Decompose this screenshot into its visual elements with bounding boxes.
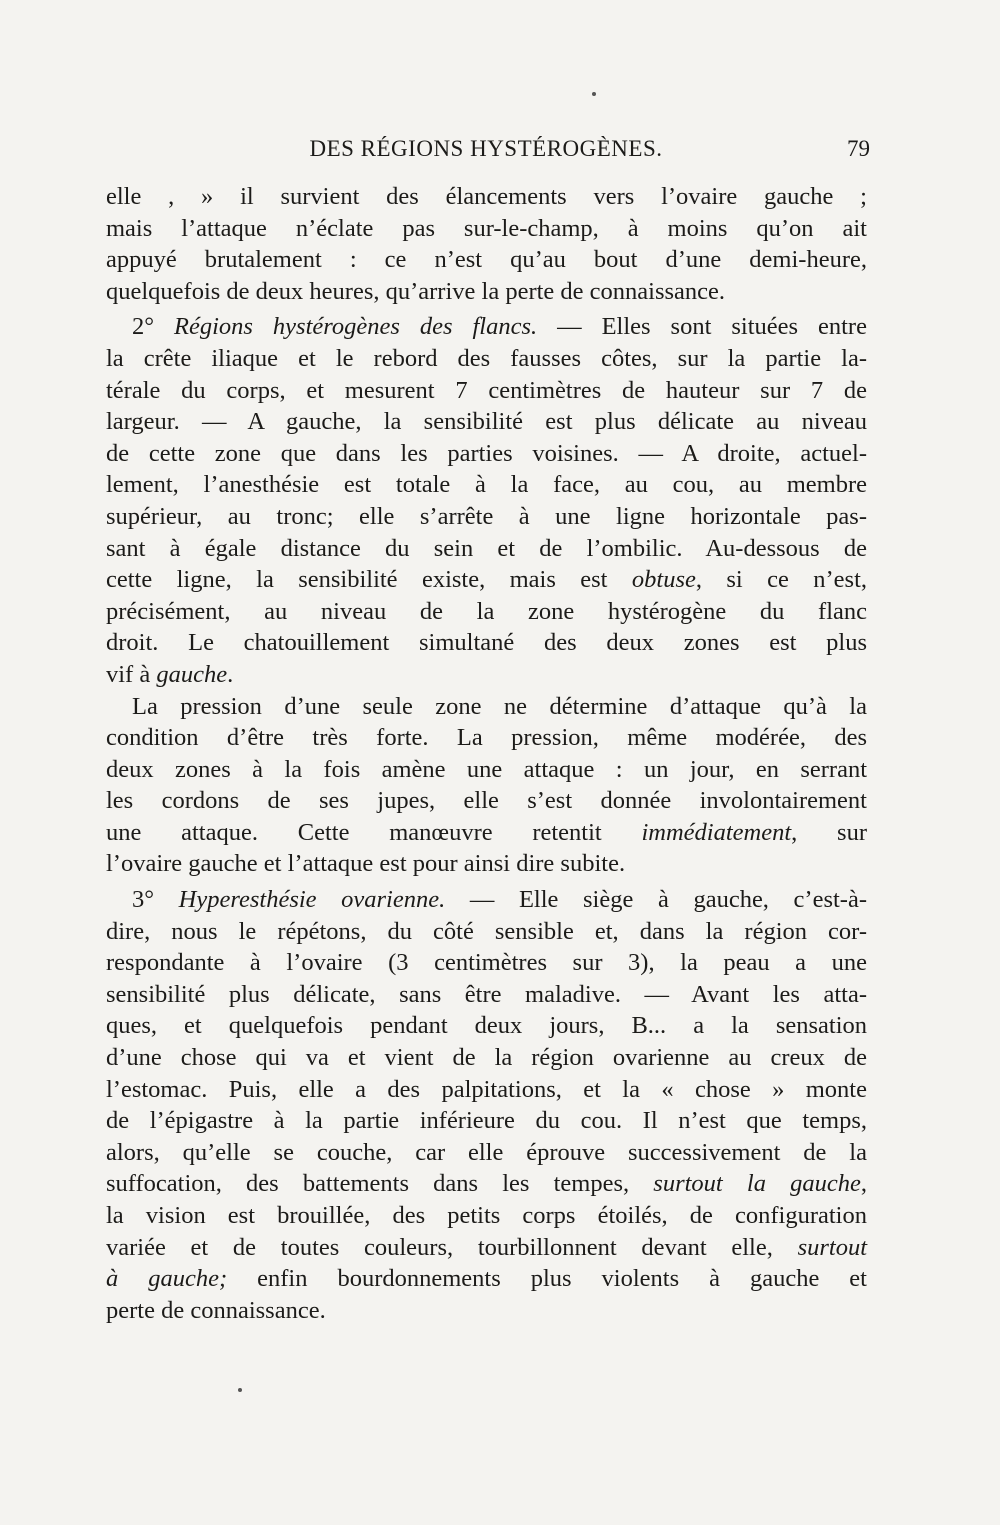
text-line (106, 848, 867, 880)
line-text: ques, et quelquefois pendant deux jours, B... a la sensation (106, 1012, 867, 1040)
text-line (106, 501, 867, 533)
running-header (106, 136, 870, 176)
line-text: 2° (132, 313, 175, 341)
line-text: de l’épigastre à la partie inférieure du cou. Il n’est que temps, (106, 1107, 867, 1135)
line-text: mais l’attaque n’éclate pas sur-le-champ, à moins qu’on ait (106, 214, 867, 242)
line-text: une attaque. Cette manœuvre retentit (106, 818, 642, 846)
line-text: précisément, au niveau de la zone hystérogène du flanc (106, 597, 867, 625)
text-line (106, 276, 867, 308)
italic-text: gauche (156, 660, 228, 688)
line-text: perte de connaissance. (106, 1296, 326, 1324)
text-line (106, 181, 867, 213)
text-line (106, 1263, 867, 1295)
line-text: La pression d’une seule zone ne détermine d’attaque qu’à la (132, 692, 867, 720)
text-line (106, 406, 867, 438)
italic-text: Régions hystérogènes des flancs. (174, 313, 538, 341)
line-text: supérieur, au tronc; elle s’arrête à une ligne horizontale pas- (106, 502, 867, 530)
line-text: sant à égale distance du sein et de l’ombilic. Au-dessous de (106, 534, 867, 562)
line-text: d’une chose qui va et vient de la région ovarienne au creux de (106, 1044, 867, 1072)
line-text: — Elles sont situées entre (537, 313, 867, 341)
line-text: quelquefois de deux heures, qu’arrive la perte de connaissance. (106, 277, 726, 305)
text-line (106, 244, 867, 276)
text-line (106, 1042, 867, 1074)
line-text: térale du corps, et mesurent 7 centimètres de hauteur sur 7 de (106, 376, 867, 404)
line-text: — Elle siège à gauche, c’est-à- (445, 886, 867, 914)
text-line (106, 311, 867, 343)
line-text: droit. Le chatouillement simultané des deux zones est plus (106, 629, 867, 657)
text-line (106, 627, 867, 659)
line-text: elle , » il survient des élancements vers l’ovaire gauche ; (106, 183, 867, 210)
line-text: deux zones à la fois amène une attaque : un jour, en serrant (106, 755, 867, 783)
line-text: l’ovaire gauche et l’attaque est pour ainsi dire subite. (106, 850, 626, 878)
line-text: , si ce n’est, (695, 566, 867, 594)
text-line (106, 916, 867, 948)
line-text: alors, qu’elle se couche, car elle éprouve successivement de la (106, 1138, 867, 1166)
text-line (106, 1200, 867, 1232)
text-line (106, 1232, 867, 1264)
text-line (106, 947, 867, 979)
text-line (106, 375, 867, 407)
italic-text: à gauche; (106, 1265, 228, 1293)
text-line (106, 785, 867, 817)
text-line (106, 564, 867, 596)
line-text: sensibilité plus délicate, sans être maladive. — Avant les atta- (106, 980, 867, 1008)
text-line (106, 691, 867, 723)
text-line (106, 1105, 867, 1137)
body-text (106, 181, 867, 1326)
text-line (106, 1168, 867, 1200)
text-line (106, 979, 867, 1011)
line-text: cette ligne, la sensibilité existe, mais est (106, 566, 632, 594)
line-text: . (227, 660, 234, 688)
text-line (106, 469, 867, 501)
italic-text: surtout la gauche (653, 1170, 861, 1198)
text-line (106, 817, 867, 849)
text-line (106, 1295, 867, 1327)
italic-text: obtuse (631, 566, 696, 594)
italic-text: surtout (797, 1233, 867, 1261)
line-text: enfin bourdonnements plus violents à gauche et (227, 1265, 867, 1293)
line-text: respondante à l’ovaire (3 centimètres sur 3), la peau a une (106, 949, 867, 977)
line-text: de cette zone que dans les parties voisines. — A droite, actuel- (106, 439, 867, 467)
text-line (106, 213, 867, 245)
text-line (106, 1074, 867, 1106)
line-text: appuyé brutalement : ce n’est qu’au bout d’une demi-heure, (106, 246, 867, 274)
text-line (106, 533, 867, 565)
italic-text: Hyperesthésie ovarienne. (178, 886, 446, 914)
line-text: dire, nous le répétons, du côté sensible et, dans la région cor- (106, 917, 867, 945)
line-text: les cordons de ses jupes, elle s’est donnée involontairement (106, 787, 867, 815)
text-line (106, 1010, 867, 1042)
line-text: largeur. — A gauche, la sensibilité est plus délicate au niveau (106, 408, 867, 436)
text-line (106, 438, 867, 470)
text-line (106, 1137, 867, 1169)
line-text: vif à (106, 660, 157, 688)
line-text: , (860, 1170, 867, 1198)
text-line (106, 722, 867, 754)
print-speck (592, 92, 596, 96)
text-line (106, 596, 867, 628)
line-text: suffocation, des battements dans les tempes, (106, 1170, 654, 1198)
line-text: lement, l’anesthésie est totale à la face, au cou, au membre (106, 471, 867, 499)
print-speck (238, 1388, 242, 1392)
line-text: l’estomac. Puis, elle a des palpitations, et la « chose » monte (106, 1075, 867, 1103)
running-title: DES RÉGIONS HYSTÉROGÈNES. (309, 136, 663, 161)
italic-text: immédiatement (641, 818, 792, 846)
line-text: , sur (791, 818, 867, 846)
text-line (106, 343, 867, 375)
text-line (106, 884, 867, 916)
text-line (106, 754, 867, 786)
line-text: condition d’être très forte. La pression, même modérée, des (106, 724, 867, 752)
line-text: variée et de toutes couleurs, tourbillonnent devant elle, (106, 1233, 798, 1261)
line-text: la crête iliaque et le rebord des fausses côtes, sur la partie la- (106, 344, 867, 372)
line-text: la vision est brouillée, des petits corps étoilés, de configuration (106, 1202, 867, 1229)
line-text: 3° (132, 886, 179, 914)
text-line (106, 659, 867, 691)
page-number: 79 (847, 136, 870, 161)
